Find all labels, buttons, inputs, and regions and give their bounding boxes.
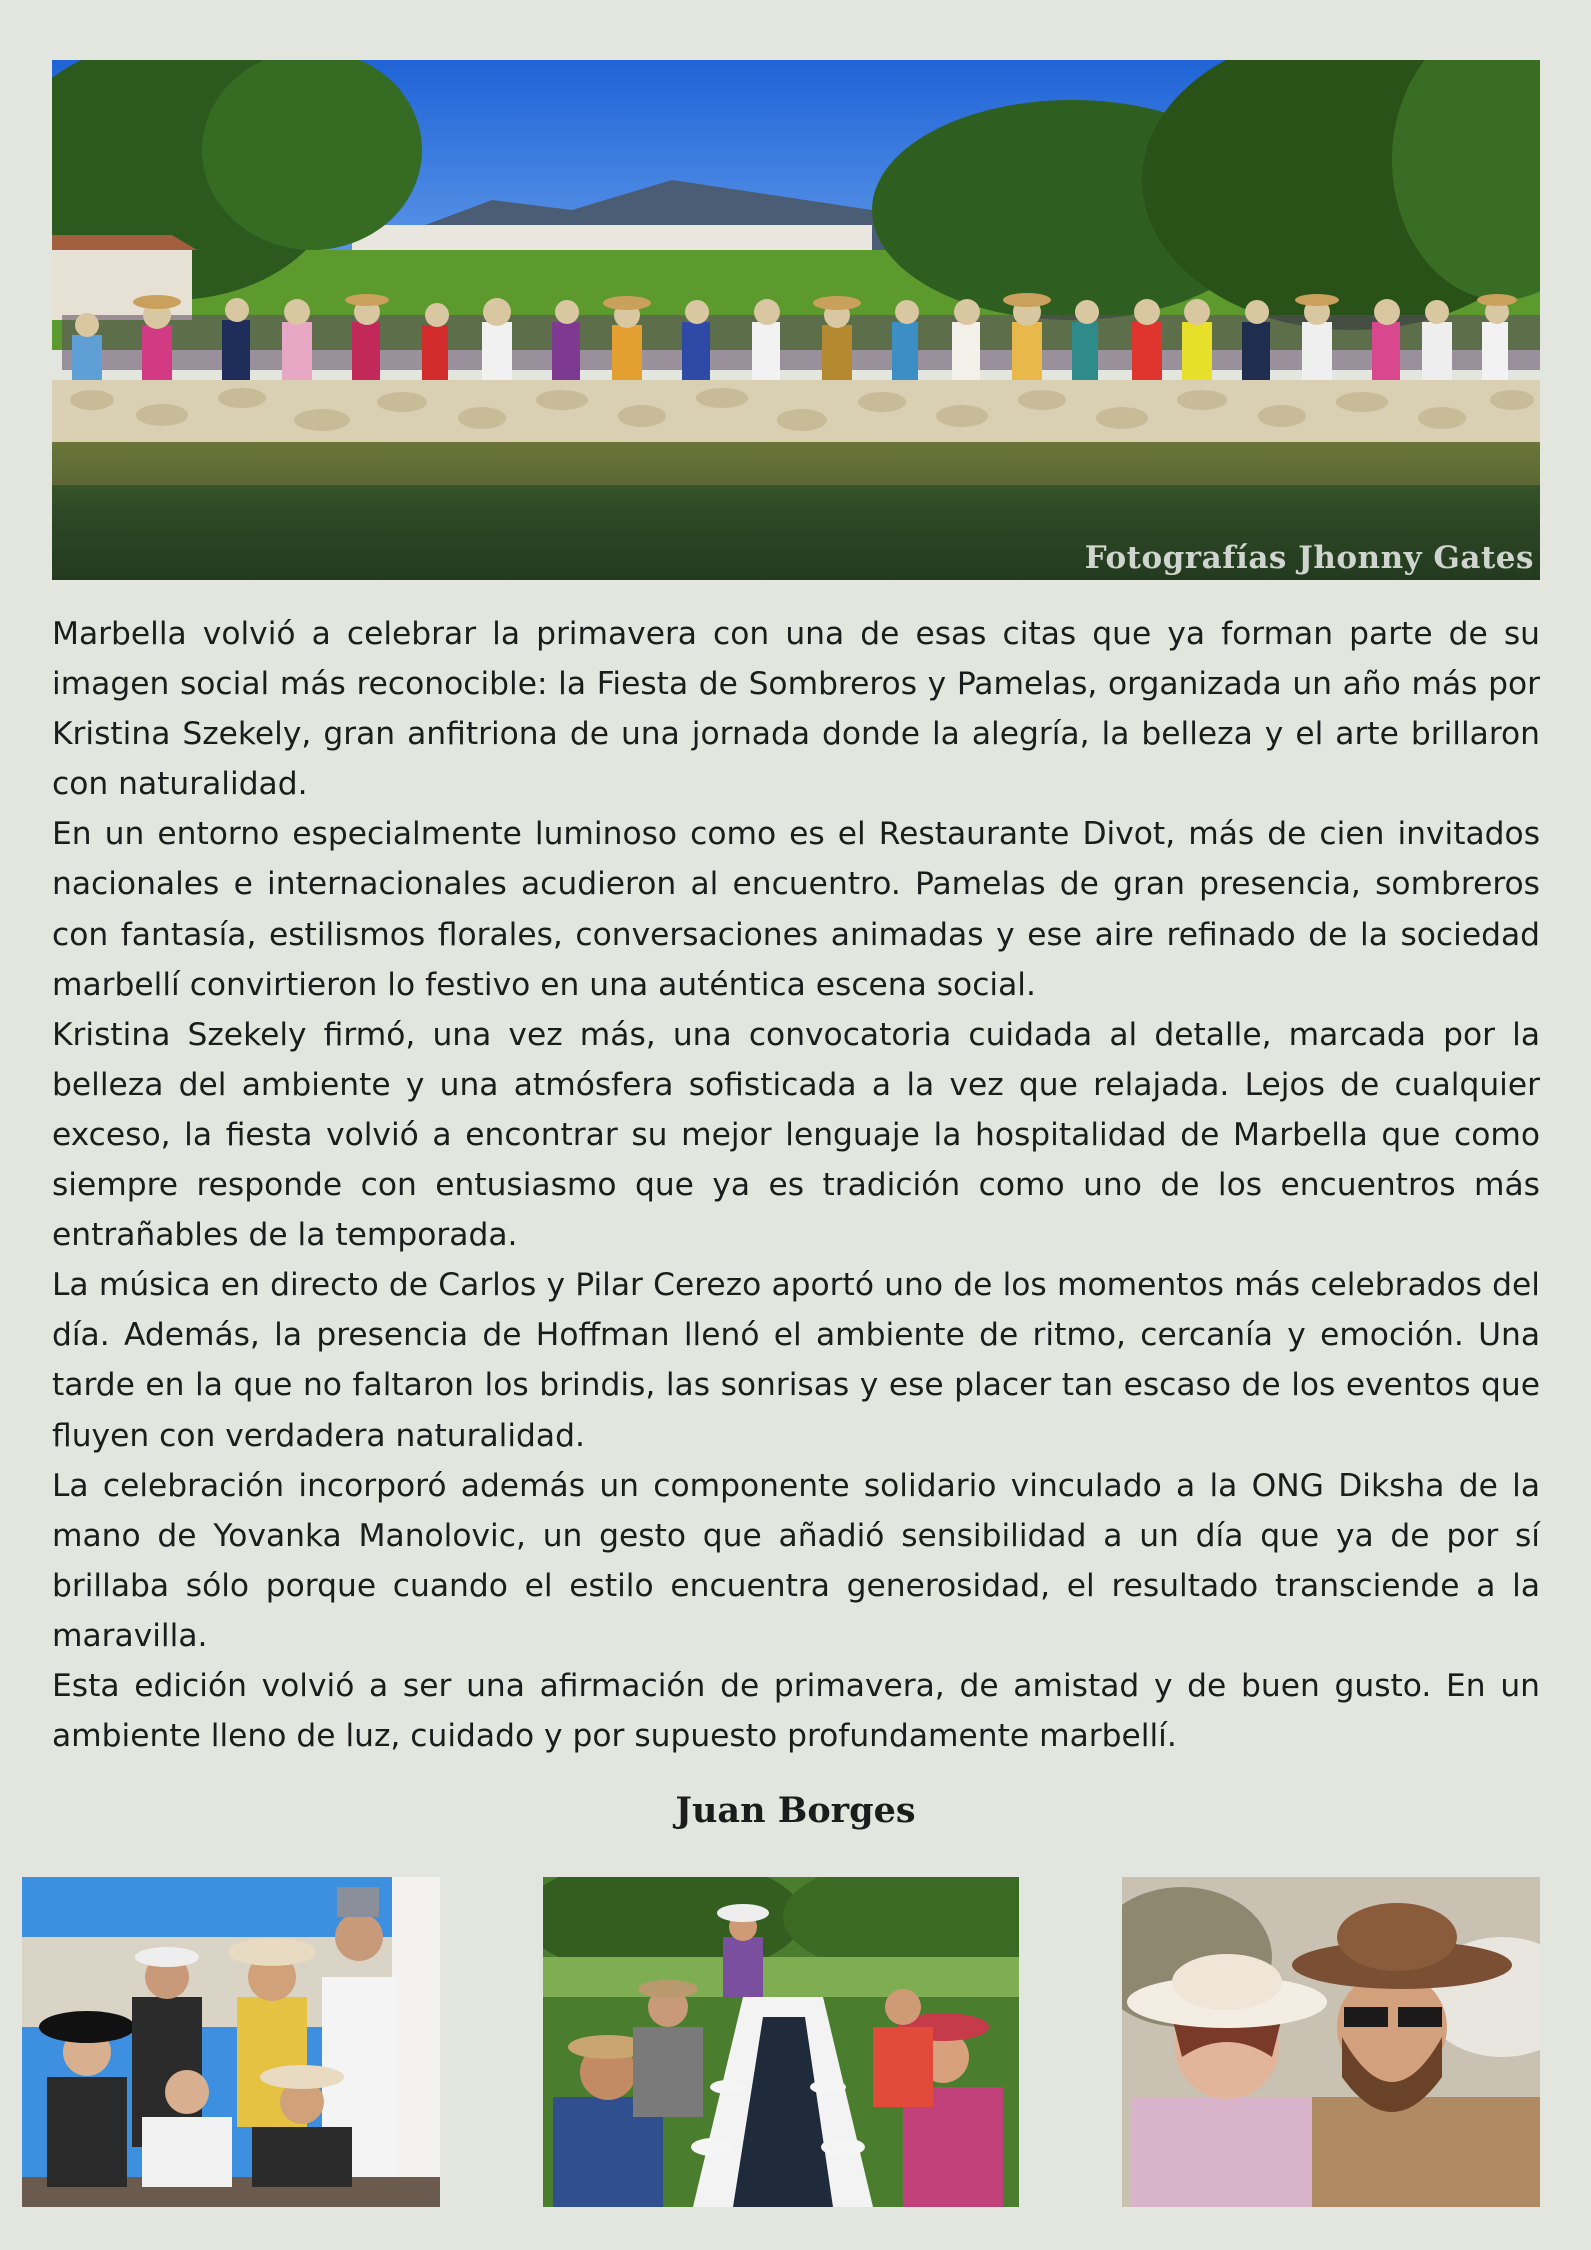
article-body: [52, 609, 1540, 1761]
article-paragraph: En un entorno especialmente luminoso como es el Restaurante Divot, más de cien invitados nacionales e internacionales acudieron al encuentro. Pamelas de gran presencia, sombreros con fantasía, estilismos florales, conversaciones animadas y ese aire refinado de la sociedad marbellí convirtieron lo festivo en una auténtica escena social.: [52, 816, 1540, 1003]
gallery-photo-banquet-table: [543, 1877, 1019, 2207]
gallery-photo-couple-portrait: [1122, 1877, 1540, 2207]
article-paragraph: La música en directo de Carlos y Pilar Cerezo aportó uno de los momentos más celebrados del día. Además, la presencia de Hoffman llenó el ambiente de ritmo, cercanía y emoción. Una tarde en la que no faltaron los brindis, las sonrisas y ese placer tan escaso de los eventos que fluyen con verdadera naturalidad.: [52, 1267, 1540, 1454]
article-paragraph: Esta edición volvió a ser una afirmación de primavera, de amistad y de buen gusto. En un ambiente lleno de luz, cuidado y por supuesto profundamente marbellí.: [52, 1667, 1540, 1755]
hero-photo-illustration: [52, 60, 1540, 580]
hero-group-photo: [52, 60, 1540, 580]
photo-credit-watermark: Fotografías Jhonny Gates: [1084, 540, 1534, 576]
author-byline: Juan Borges: [675, 1790, 916, 1831]
couple-portrait-illustration: [1122, 1877, 1540, 2207]
article-paragraph: La celebración incorporó además un componente solidario vinculado a la ONG Diksha de la mano de Yovanka Manolovic, un gesto que añadió sensibilidad a un día que ya de por sí brillaba sólo porque cuando el estilo encuentra generosidad, el resultado transciende a la maravilla.: [52, 1467, 1540, 1654]
group-portrait-illustration: [22, 1877, 440, 2207]
stone-wall: [52, 380, 1540, 442]
article-paragraph: Marbella volvió a celebrar la primavera con una de esas citas que ya forman parte de su imagen social más reconocible: la Fiesta de Sombreros y Pamelas, organizada un año más por Kristina Szekely, gran anfitriona de una jornada donde la alegría, la belleza y el arte brillaron con naturalidad.: [52, 616, 1540, 803]
banquet-table-illustration: [543, 1877, 1019, 2207]
gallery-photo-group-portrait: [22, 1877, 440, 2207]
article-paragraph: Kristina Szekely firmó, una vez más, una convocatoria cuidada al detalle, marcada por la belleza del ambiente y una atmósfera sofisticada a la vez que relajada. Lejos de cualquier exceso, la fiesta volvió a encontrar su mejor lenguaje la hospitalidad de Marbella que como siempre responde con entusiasmo que ya es tradición como uno de los encuentros más entrañables de la temporada.: [52, 1016, 1540, 1254]
